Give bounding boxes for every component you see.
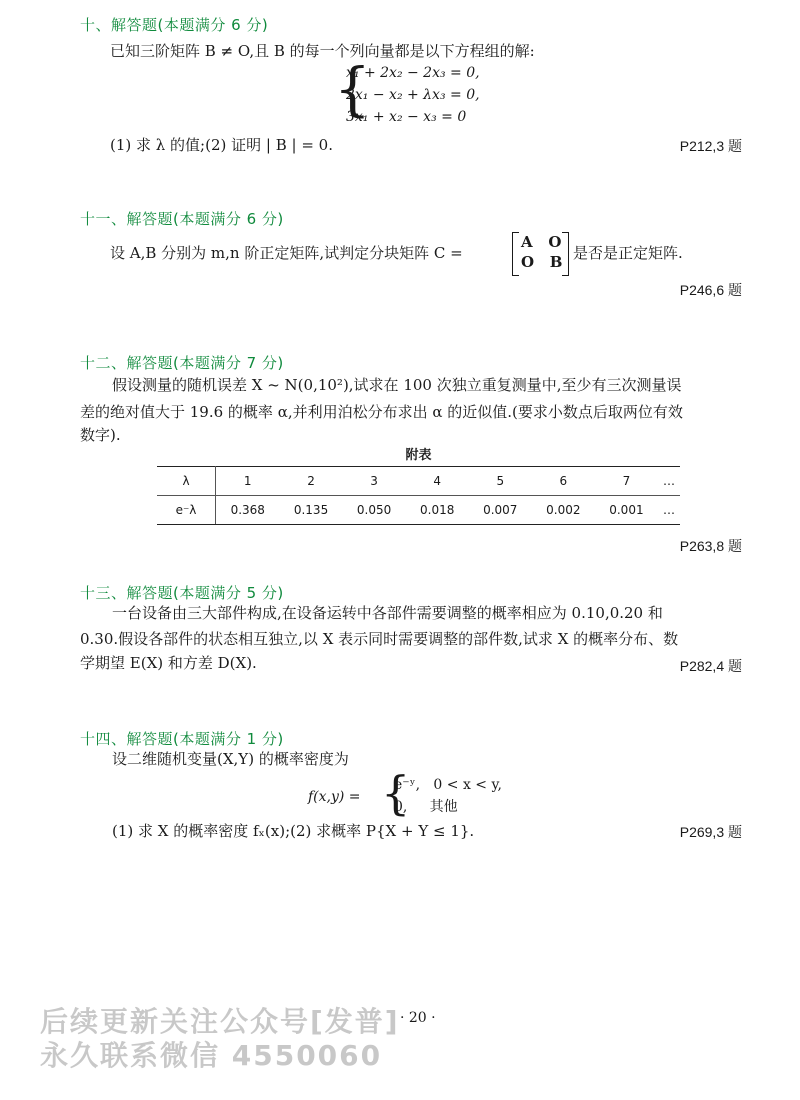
table-cell: 0.007	[469, 496, 532, 525]
q14-ask: (1) 求 X 的概率密度 fₓ(x);(2) 求概率 P{X + Y ≤ 1}.	[112, 822, 475, 840]
q14-case2: 0, 其他	[394, 799, 458, 815]
table-cell: 0.050	[343, 496, 406, 525]
table-cell: …	[658, 467, 680, 496]
q11-stem-a: 设 A,B 分别为 m,n 阶正定矩阵,试判定分块矩阵 C =	[110, 244, 463, 262]
matrix-a11: A	[521, 233, 533, 251]
q10-equation-system	[346, 62, 480, 128]
q10-system-brace: {	[334, 55, 371, 123]
q10-stem: 已知三阶矩阵 B ≠ O,且 B 的每一个列向量都是以下方程组的解:	[110, 42, 535, 60]
matrix-left-bracket	[512, 232, 519, 276]
q14-case-brace: {	[381, 766, 411, 820]
table-cell: 5	[469, 467, 532, 496]
table-head-exp: e⁻λ	[157, 496, 216, 525]
q14-f-lhs: f(x,y) =	[308, 789, 361, 805]
table-cell: 0.002	[532, 496, 595, 525]
q10-title: 十、解答题(本题满分 6 分)	[80, 16, 269, 34]
table-cell: 7	[595, 467, 658, 496]
q12-line3: 数字).	[80, 426, 121, 444]
q10-eq1: x₁ + 2x₂ − 2x₃ = 0,	[346, 65, 480, 81]
table-row	[157, 496, 680, 525]
q10-eq3: 3x₁ + x₂ − x₃ = 0	[346, 109, 467, 125]
q12-title: 十二、解答题(本题满分 7 分)	[80, 354, 284, 372]
table-cell: 4	[406, 467, 469, 496]
table-cell: 3	[343, 467, 406, 496]
q14-stem: 设二维随机变量(X,Y) 的概率密度为	[112, 750, 349, 768]
table-cell: 2	[279, 467, 342, 496]
q11-title: 十一、解答题(本题满分 6 分)	[80, 210, 284, 228]
watermark-line1: 后续更新关注公众号[发普]	[40, 1005, 400, 1038]
table-caption: 附表	[405, 448, 432, 463]
exp-table	[157, 466, 680, 525]
q14-case1: e⁻ʸ, 0 < x < y,	[394, 777, 502, 793]
table-cell: 6	[532, 467, 595, 496]
q11-block-matrix	[521, 232, 562, 272]
table-cell: 0.018	[406, 496, 469, 525]
table-row	[157, 467, 680, 496]
q11-ref: P246,6 题	[679, 282, 742, 298]
q10-eq2: 2x₁ − x₂ + λx₃ = 0,	[346, 87, 480, 103]
table-cell: 0.135	[279, 496, 342, 525]
matrix-a22: B	[549, 253, 563, 271]
matrix-right-bracket	[562, 232, 569, 276]
table-head-lambda: λ	[157, 467, 216, 496]
q14-title: 十四、解答题(本题满分 1 分)	[80, 730, 284, 748]
table-cell: 1	[216, 467, 280, 496]
q13-line2: 0.30.假设各部件的状态相互独立,以 X 表示同时需要调整的部件数,试求 X 的概率分布、数	[80, 630, 679, 648]
page-number: · 20 ·	[400, 1010, 436, 1026]
q12-ref: P263,8 题	[679, 538, 742, 554]
q11-stem-b: 是否是正定矩阵.	[573, 244, 683, 262]
q10-ask: (1) 求 λ 的值;(2) 证明 | B | = 0.	[110, 136, 333, 154]
table-cell: …	[658, 496, 680, 525]
q13-title: 十三、解答题(本题满分 5 分)	[80, 584, 284, 602]
q12-line2: 差的绝对值大于 19.6 的概率 α,并利用泊松分布求出 α 的近似值.(要求小数点后取两位有效	[80, 403, 683, 421]
table-cell: 0.368	[216, 496, 280, 525]
q14-ref: P269,3 题	[679, 824, 742, 840]
watermark-line2: 永久联系微信 4550060	[40, 1039, 383, 1072]
q13-line1: 一台设备由三大部件构成,在设备运转中各部件需要调整的概率相应为 0.10,0.20 和	[112, 604, 663, 622]
q12-line1: 假设测量的随机误差 X ~ N(0,10²),试求在 100 次独立重复测量中,至少有三次测量误	[112, 376, 682, 394]
q13-ref: P282,4 题	[679, 658, 742, 674]
matrix-a21: O	[521, 253, 535, 271]
table-cell: 0.001	[595, 496, 658, 525]
matrix-a12: O	[548, 233, 562, 251]
q10-ref: P212,3 题	[679, 138, 742, 154]
q13-line3: 学期望 E(X) 和方差 D(X).	[80, 654, 257, 672]
